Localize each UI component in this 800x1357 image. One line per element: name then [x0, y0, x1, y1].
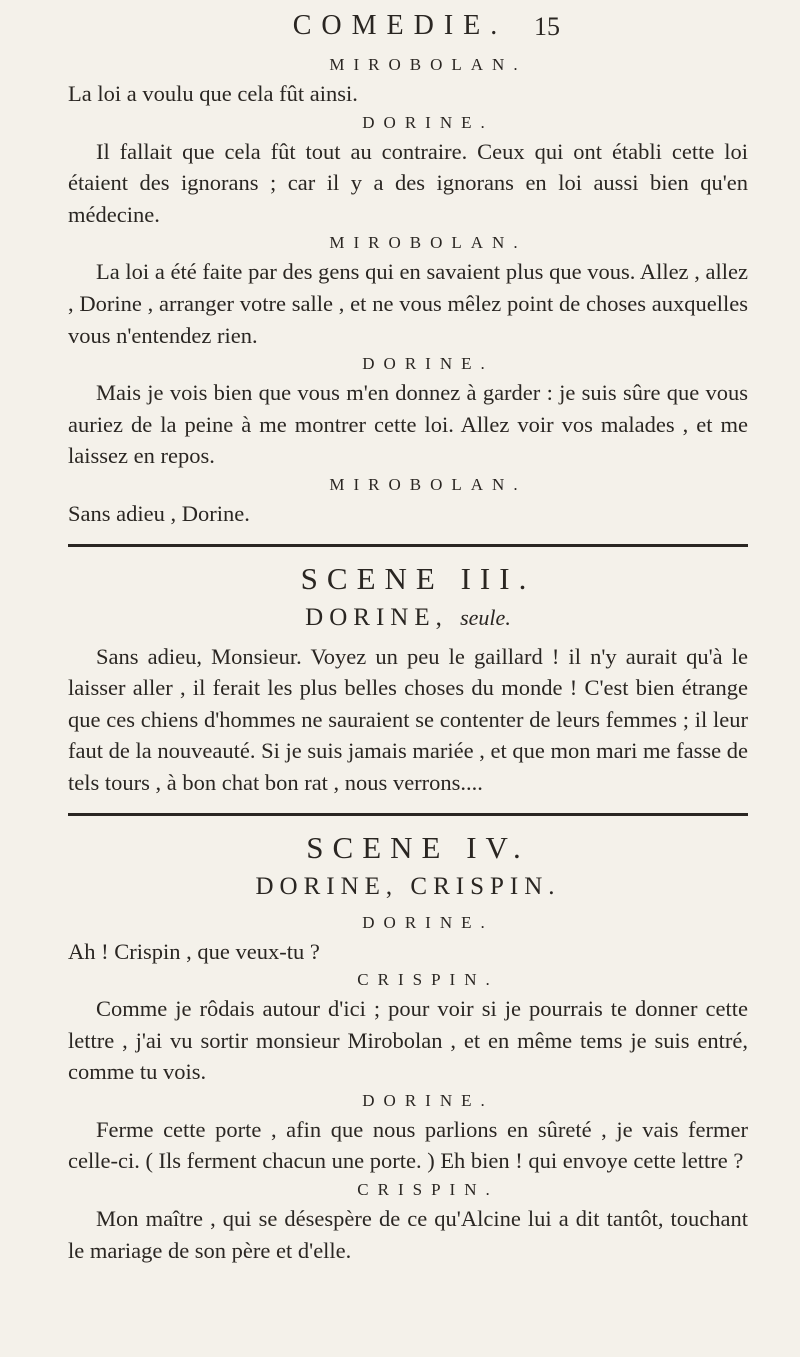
cast-note: seule. [460, 604, 511, 630]
speech: Ah ! Crispin , que veux-tu ? [68, 938, 320, 964]
speech: Sans adieu , Dorine. [68, 500, 250, 526]
speech: La loi a voulu que cela fût ainsi. [68, 81, 358, 106]
scene-4 [68, 828, 748, 1267]
speech: La loi a été faite par des gens qui en savaient plus que vous. Allez , allez , Dorine , arranger votre salle , et ne vous mêlez point de choses auxquelles vous n'entendez rien. [68, 259, 748, 348]
speaker-name: MIROBOLAN. [329, 474, 527, 494]
speaker-name: MIROBOLAN. [329, 233, 527, 253]
speech: Ferme cette porte , afin que nous parlions en sûreté , je vais fermer celle-ci. ( Ils ferment chacun une porte. ) Eh bien ! qui envoye cette lettre ? [68, 1116, 748, 1174]
scene-heading: SCENE III. [300, 560, 536, 596]
page-body [68, 52, 748, 1266]
speech: Mon maître , qui se désespère de ce qu'Alcine lui a dit tantôt, touchant le mariage de son père et d'elle. [68, 1206, 748, 1263]
scene-3 [68, 559, 748, 799]
page-number: 15 [534, 12, 560, 41]
scene-cast: DORINE, CRISPIN. [255, 872, 561, 900]
page-header [0, 8, 800, 48]
speech: Sans adieu, Monsieur. Voyez un peu le gaillard ! il n'y aurait qu'à le laisser aller , il ferait les plus belles choses du monde ! C'est bien étrange que ces chiens d'hommes ne sauraient se contenter de leurs femmes ; il leur faut de la nouveauté. Si je suis jamais mariée , et que mon mari me fasse de tels tours , à bon chat bon rat , nous verrons.... [68, 643, 748, 795]
speaker-name: CRISPIN. [357, 1180, 499, 1200]
speaker-name: DORINE. [362, 354, 494, 374]
speech: Comme je rôdais autour d'ici ; pour voir si je pourrais te donner cette lettre , j'ai vu sortir monsieur Mirobolan , et en même tems je suis entré, comme tu vois. [68, 996, 748, 1085]
speaker-name: CRISPIN. [357, 970, 499, 990]
section-divider [68, 544, 748, 547]
speaker-name: DORINE. [362, 912, 494, 932]
dialogue-block-1 [68, 52, 748, 530]
speaker-name: MIROBOLAN. [329, 55, 527, 74]
scene-heading: SCENE IV. [306, 829, 530, 865]
scene-cast [68, 599, 748, 637]
section-divider [68, 813, 748, 816]
running-head: COMEDIE. [292, 10, 508, 41]
speech: Mais je vois bien que vous m'en donnez à garder : je suis sûre que vous auriez de la peine à me montrer cette loi. Allez voir vos malades , et me laissez en repos. [68, 380, 748, 469]
speaker-name: DORINE. [362, 1090, 494, 1110]
speech: Il fallait que cela fût tout au contraire. Ceux qui ont établi cette loi étaient des ignorans ; car il y a des ignorans en loi aussi bien qu'en médecine. [68, 138, 748, 227]
cast-name: DORINE, [305, 603, 448, 631]
speaker-name: DORINE. [362, 112, 494, 132]
